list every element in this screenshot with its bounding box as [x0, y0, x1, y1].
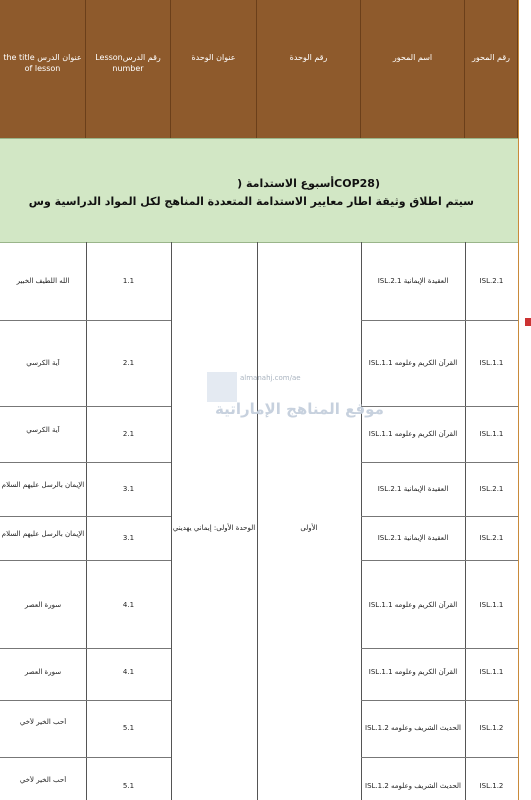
- lesson-number-cell: 1.1: [122, 277, 135, 285]
- axis-number-cell: ISL.1.2: [479, 782, 504, 790]
- lesson-title-cell: أحب الخير لأخي: [19, 776, 67, 784]
- grid-line: [257, 242, 258, 800]
- axis-number-cell: ISL.1.1: [479, 359, 504, 367]
- unit-number-merged: الأولى: [300, 524, 318, 532]
- axis-number-cell: ISL.1.1: [479, 601, 504, 609]
- row-line: [0, 700, 171, 701]
- row-line: [0, 648, 171, 649]
- header-axis-number: رقم المحور: [465, 0, 518, 138]
- watermark-text: موقع المناهج الإماراتية: [215, 400, 384, 418]
- axis-name-cell: الحديث الشريف وعلومه ISL.1.2: [365, 782, 461, 790]
- axis-name-cell: العقيدة الإيمانية ISL.2.1: [377, 277, 449, 285]
- row-line: [0, 320, 171, 321]
- axis-number-cell: ISL.2.1: [479, 485, 504, 493]
- lesson-title-cell: الإيمان بالرسل عليهم السلام: [1, 530, 85, 538]
- row-line: [361, 648, 518, 649]
- row-line: [0, 406, 171, 407]
- header-axis-name: اسم المحور: [361, 0, 465, 138]
- header-unit-number: رقم الوحدة: [257, 0, 361, 138]
- lesson-title-cell: سورة العصر: [24, 601, 62, 609]
- axis-name-cell: العقيدة الإيمانية ISL.2.1: [377, 534, 449, 542]
- sustainability-banner: [0, 138, 520, 243]
- row-line: [361, 320, 518, 321]
- lesson-number-cell: 5.1: [122, 724, 135, 732]
- grid-line: [86, 242, 87, 800]
- banner-line-2: سيتم اطلاق وثيقة اطار معايير الاستدامة المتعددة المناهج لكل المواد الدراسية وس: [28, 195, 474, 208]
- axis-number-cell: ISL.1.2: [479, 724, 504, 732]
- axis-number-cell: ISL.1.1: [479, 430, 504, 438]
- grid-line: [361, 242, 362, 800]
- axis-name-cell: الحديث الشريف وعلومه ISL.1.2: [365, 724, 461, 732]
- banner-line-1: (COP28أسبوع الاستدامة (: [237, 177, 380, 190]
- axis-number-cell: ISL.2.1: [479, 277, 504, 285]
- axis-number-cell: ISL.1.1: [479, 668, 504, 676]
- row-line: [0, 560, 171, 561]
- lesson-number-cell: 3.1: [122, 485, 135, 493]
- red-marker: [525, 318, 531, 326]
- lesson-title-cell: آية الكرسي: [26, 359, 60, 367]
- lesson-title-cell: أحب الخير لأخي: [19, 718, 67, 726]
- row-line: [361, 516, 518, 517]
- lesson-number-cell: 5.1: [122, 782, 135, 790]
- row-line: [361, 406, 518, 407]
- row-line: [0, 757, 171, 758]
- unit-title-merged: الوحدة الأولى: إيماني يهديني: [172, 524, 256, 532]
- lesson-title-cell: الإيمان بالرسل عليهم السلام: [1, 481, 85, 489]
- lesson-number-cell: 3.1: [122, 534, 135, 542]
- axis-name-cell: القرآن الكريم وعلومه ISL.1.1: [368, 601, 458, 609]
- row-line: [361, 560, 518, 561]
- row-line: [0, 516, 171, 517]
- row-line: [361, 462, 518, 463]
- grid-line: [465, 242, 466, 800]
- lesson-title-cell: الله اللطيف الخبير: [16, 277, 70, 285]
- row-line: [361, 700, 518, 701]
- lesson-title-cell: سورة العصر: [24, 668, 62, 676]
- watermark-url: almanahj.com/ae: [240, 374, 301, 382]
- header-lesson-number: رقم الدرسLesson number: [86, 0, 171, 138]
- lesson-title-cell: آية الكرسي: [26, 426, 60, 434]
- header-unit-title: عنوان الوحدة: [171, 0, 257, 138]
- axis-name-cell: القرآن الكريم وعلومه ISL.1.1: [368, 430, 458, 438]
- axis-name-cell: القرآن الكريم وعلومه ISL.1.1: [368, 668, 458, 676]
- axis-name-cell: القرآن الكريم وعلومه ISL.1.1: [368, 359, 458, 367]
- lesson-number-cell: 4.1: [122, 601, 135, 609]
- axis-name-cell: العقيدة الإيمانية ISL.2.1: [377, 485, 449, 493]
- lesson-number-cell: 2.1: [122, 430, 135, 438]
- row-line: [0, 462, 171, 463]
- axis-number-cell: ISL.2.1: [479, 534, 504, 542]
- grid-line: [171, 242, 172, 800]
- row-line: [361, 757, 518, 758]
- sheet-edge: [518, 0, 531, 800]
- lesson-number-cell: 2.1: [122, 359, 135, 367]
- lesson-number-cell: 4.1: [122, 668, 135, 676]
- header-lesson-title: عنوان الدرس the title of lesson: [0, 0, 86, 138]
- watermark-logo-icon: [207, 372, 237, 402]
